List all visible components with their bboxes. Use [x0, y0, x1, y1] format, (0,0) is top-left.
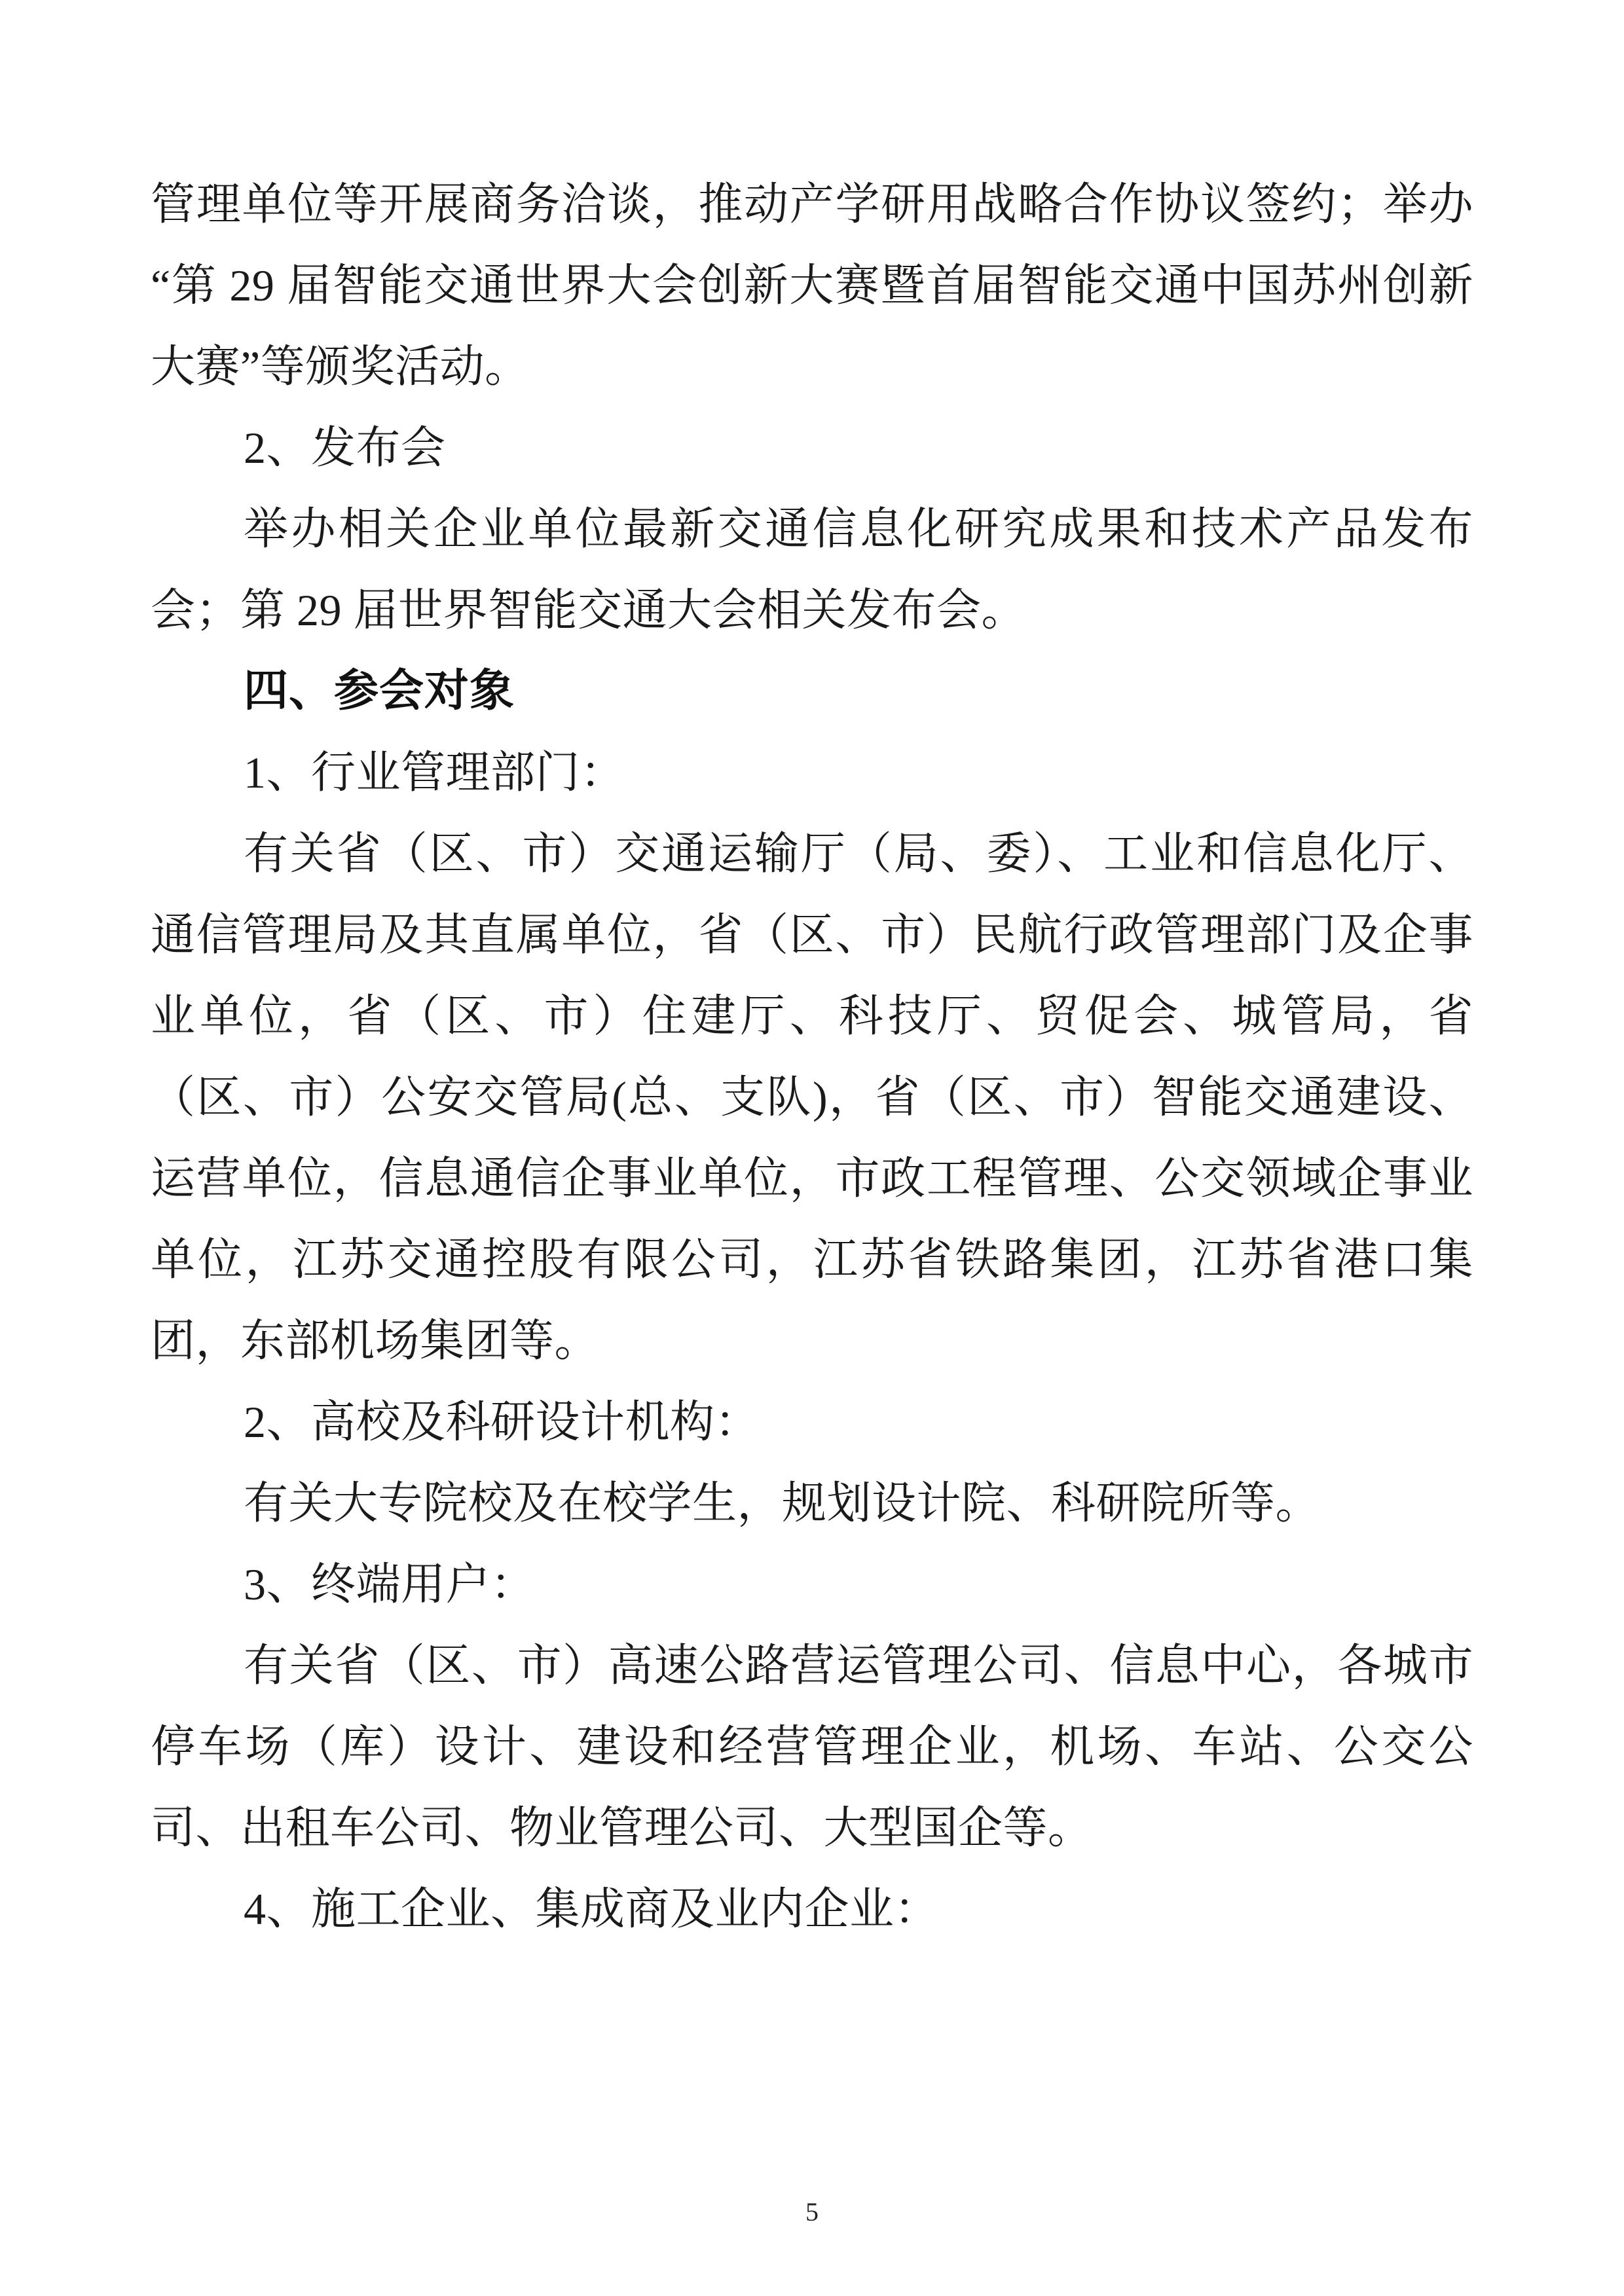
paragraph-press-conference-body: 举办相关企业单位最新交通信息化研究成果和技术产品发布会；第 29 届世界智能交通大会相关发布会。	[151, 504, 1473, 635]
paragraph-management-units: 管理单位等开展商务洽谈，推动产学研用战略合作协议签约；举办“第 29 届智能交通世界大会创新大赛暨首届智能交通中国苏州创新大赛”等颁奖活动。	[151, 179, 1473, 392]
paragraph-industry-admin-title: 1、行业管理部门：	[244, 748, 625, 797]
paragraph-industry-admin-body: 有关省（区、市）交通运输厅（局、委）、工业和信息化厅、通信管理局及其直属单位，省（区、市）民航行政管理部门及企事业单位，省（区、市）住建厅、科技厅、贸促会、城管局，省（区、市）公安交管局(总、支队)，省（区、市）智能交通建设、运营单位，信息通信企事业单位，市政工程管理、公交领域企事业单位，江苏交通控股有限公司，江苏省铁路集团，江苏省港口集团，东部机场集团等。	[151, 829, 1473, 1366]
paragraph-press-conference-title: 2、发布会	[244, 423, 446, 473]
paragraph-end-users-body: 有关省（区、市）高速公路营运管理公司、信息中心，各城市停车场（库）设计、建设和经营管理企业，机场、车站、公交公司、出租车公司、物业管理公司、大型国企等。	[151, 1641, 1473, 1853]
paragraph-end-users-title: 3、终端用户：	[244, 1559, 536, 1609]
paragraph-universities-title: 2、高校及科研设计机构：	[244, 1397, 760, 1447]
paragraph-contractors-title: 4、施工企业、集成商及业内企业：	[244, 1884, 940, 1934]
page-number: 5	[805, 2197, 819, 2227]
section-heading-participants: 四、参会对象	[244, 665, 515, 717]
paragraph-universities-body: 有关大专院校及在校学生，规划设计院、科研院所等。	[244, 1478, 1321, 1528]
